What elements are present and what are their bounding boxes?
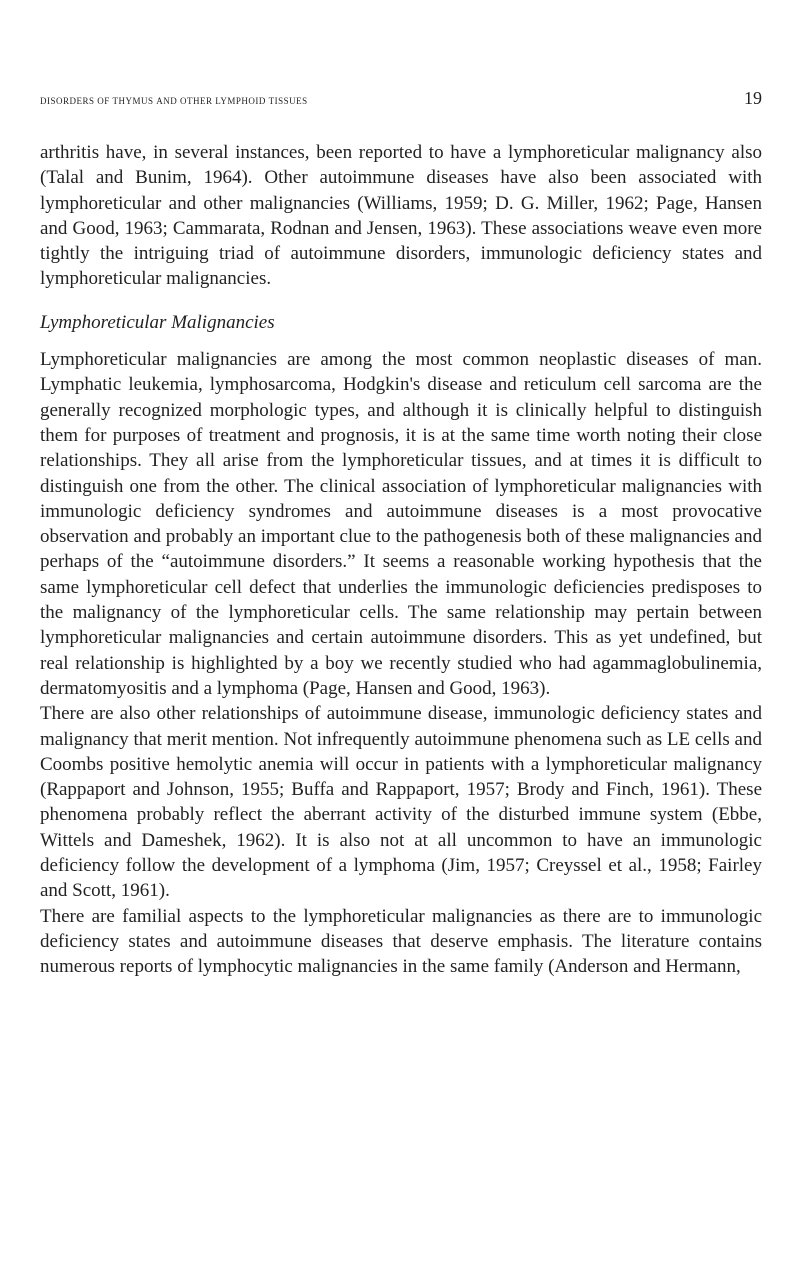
paragraph: There are also other relationships of autoimmune disease, immunologic deficiency states and malignancy that merit mention. Not infrequently autoimmune phenomena such as LE cells and Coombs positive hemolytic anemia will occur in patients with a lymphoreticular malignancy (Rappaport and Johnson, 1955; Buffa and Rappaport, 1957; Brody and Finch, 1961). These phenomena probably reflect the aberrant activity of the disturbed immune system (Ebbe, Wittels and Dameshek, 1962). It is also not at all uncommon to have an immunologic deficiency follow the development of a lymphoma (Jim, 1957; Creyssel et al., 1958; Fairley and Scott, 1961). (40, 703, 762, 902)
section-heading: Lymphoreticular Malignancies (40, 311, 275, 333)
body-text (40, 140, 762, 980)
running-head (40, 88, 762, 118)
paragraph-continued: arthritis have, in several instances, been reported to have a lymphoreticular malignancy also (Talal and Bunim, 1964). Other autoimmune diseases have also been associated with lymphoreticular and other malignancies (Williams, 1959; D. G. Miller, 1962; Page, Hansen and Good, 1963; Cammarata, Rodnan and Jensen, 1963). These associations weave even more tightly the intriguing triad of autoimmune disorders, immunologic deficiency states and lymphoreticular malignancies. (40, 142, 762, 290)
paragraph: Lymphoreticular malignancies are among the most common neoplastic diseases of man. Lymphatic leukemia, lymphosarcoma, Hodgkin's disease and reticulum cell sarcoma are the generally recognized morphologic types, and although it is clinically helpful to distinguish them for purposes of treatment and prognosis, it is at the same time worth noting their close relationships. They all arise from the lymphoreticular tissues, and at times it is difficult to distinguish one from the other. The clinical association of lymphoreticular malignancies with immunologic deficiency syndromes and autoimmune diseases is a most provocative observation and probably an important clue to the pathogenesis both of these malignancies and perhaps of the “autoimmune disorders.” It seems a reasonable working hypothesis that the same lymphoreticular cell defect that underlies the immunologic deficiencies predisposes to the malignancy of the lymphoreticular cells. The same relationship may pertain between lymphoreticular malignancies and certain autoimmune disorders. This as yet undefined, but real relationship is highlighted by a boy we recently studied who had agammaglobulinemia, dermatomyositis and a lymphoma (Page, Hansen and Good, 1963). (40, 349, 762, 699)
paragraph: There are familial aspects to the lymphoreticular malignancies as there are to immunologic deficiency states and autoimmune diseases that deserve emphasis. The literature contains numerous reports of lymphocytic malignancies in the same family (Anderson and Hermann, (40, 905, 762, 978)
page (40, 88, 762, 980)
running-title: disorders of thymus and other lymphoid tissues (40, 92, 308, 107)
page-number: 19 (744, 88, 762, 108)
